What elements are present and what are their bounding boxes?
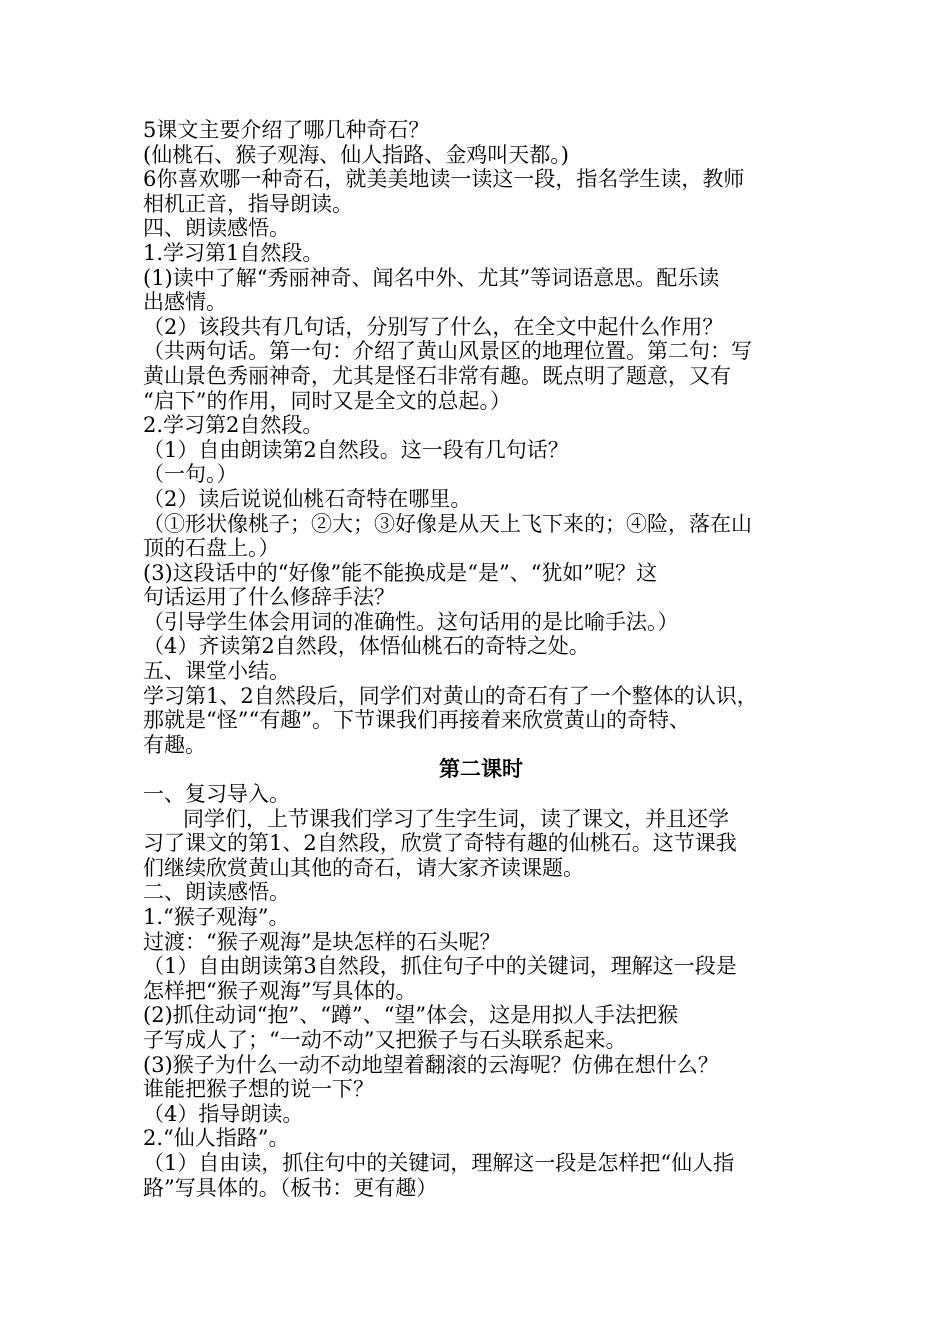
text-line: （1）自由朗读第2自然段。这一段有几句话？ [143, 437, 569, 462]
document-page [143, 118, 819, 1200]
lesson-notes-part-one [143, 118, 819, 757]
text-line: 过渡：“猴子观海”是块怎样的石头呢？ [143, 929, 501, 954]
text-line: （引导学生体会用词的准确性。这句话用的是比喻手法。） [143, 609, 679, 634]
lesson-title: 第二课时 [439, 757, 523, 782]
text-line: 黄山景色秀丽神奇，尤其是怪石非常有趣。既点明了题意，又有 [143, 363, 731, 388]
text-line: （2）读后说说仙桃石奇特在哪里。 [143, 486, 472, 511]
text-line: 2.学习第2自然段。 [143, 413, 324, 438]
text-line: 2.“仙人指路”。 [143, 1126, 290, 1151]
text-line: 句话运用了什么修辞手法？ [143, 585, 395, 610]
text-line: 1.学习第1自然段。 [143, 240, 324, 265]
text-line: （4）指导朗读。 [143, 1101, 304, 1126]
lesson-notes-part-two [143, 782, 819, 1200]
section-heading: 二、朗读感悟。 [143, 880, 290, 905]
text-line: （1）自由读，抓住句中的关键词，理解这一段是怎样把“仙人指 [143, 1150, 735, 1175]
text-line: 子写成人了；“一动不动”又把猴子与石头联系起来。 [143, 1027, 627, 1052]
text-line: “启下”的作用，同时又是全文的总起。） [143, 388, 511, 413]
section-heading: 一、复习导入。 [143, 782, 290, 807]
text-line: (1)读中了解“秀丽神奇、闻名中外、尤其”等词语意思。配乐读 [143, 265, 720, 290]
text-line: 学习第1、2自然段后，同学们对黄山的奇石有了一个整体的认识， [143, 683, 758, 708]
text-line: （1）自由朗读第3自然段，抓住句子中的关键词，理解这一段是 [143, 954, 737, 979]
text-line: 同学们，上节课我们学习了生字生词，读了课文，并且还学 [143, 806, 730, 831]
text-line: 有趣。 [143, 732, 206, 757]
text-line: 那就是“怪”“有趣”。下节课我们再接着来欣赏黄山的奇特、 [143, 708, 690, 733]
text-line: 习了课文的第1、2自然段，欣赏了奇特有趣的仙桃石。这节课我 [143, 831, 737, 856]
text-line: 相机正音，指导朗读。 [143, 191, 353, 216]
section-heading: 五、课堂小结。 [143, 659, 290, 684]
text-line: 6你喜欢哪一种奇石，就美美地读一读这一段，指名学生读，教师 [143, 167, 745, 192]
text-line: 5课文主要介绍了哪几种奇石？ [143, 118, 430, 142]
text-line: 顶的石盘上。） [143, 536, 280, 561]
text-line: （4）齐读第2自然段，体悟仙桃石的奇特之处。 [143, 634, 590, 659]
text-line: (仙桃石、猴子观海、仙人指路、金鸡叫天都。) [143, 142, 569, 167]
text-line: 们继续欣赏黄山其他的奇石，请大家齐读课题。 [143, 855, 584, 880]
text-line: （一句。） [143, 462, 238, 487]
text-line: （①形状像桃子；②大；③好像是从天上飞下来的；④险，落在山 [143, 511, 752, 536]
text-line: 路”写具体的。（板书：更有趣） [143, 1175, 438, 1200]
text-line: 怎样把“猴子观海”写具体的。 [143, 978, 417, 1003]
text-line: (2)抓住动词“抱”、“蹲”、“望”体会，这是用拟人手法把猴 [143, 1003, 679, 1028]
text-line: 谁能把猴子想的说一下？ [143, 1077, 374, 1102]
text-line: （共两句话。第一句：介绍了黄山风景区的地理位置。第二句：写 [143, 339, 752, 364]
text-line: 1.“猴子观海”。 [143, 905, 290, 929]
text-line: （2）该段共有几句话，分别写了什么，在全文中起什么作用？ [143, 314, 724, 339]
text-line: 出感情。 [143, 290, 227, 315]
section-heading: 四、朗读感悟。 [143, 216, 290, 241]
text-line: (3)这段话中的“好像”能不能换成是“是”、“犹如”呢？这 [143, 560, 658, 585]
text-line: (3)猴子为什么一动不动地望着翻滚的云海呢？仿佛在想什么？ [143, 1052, 719, 1077]
